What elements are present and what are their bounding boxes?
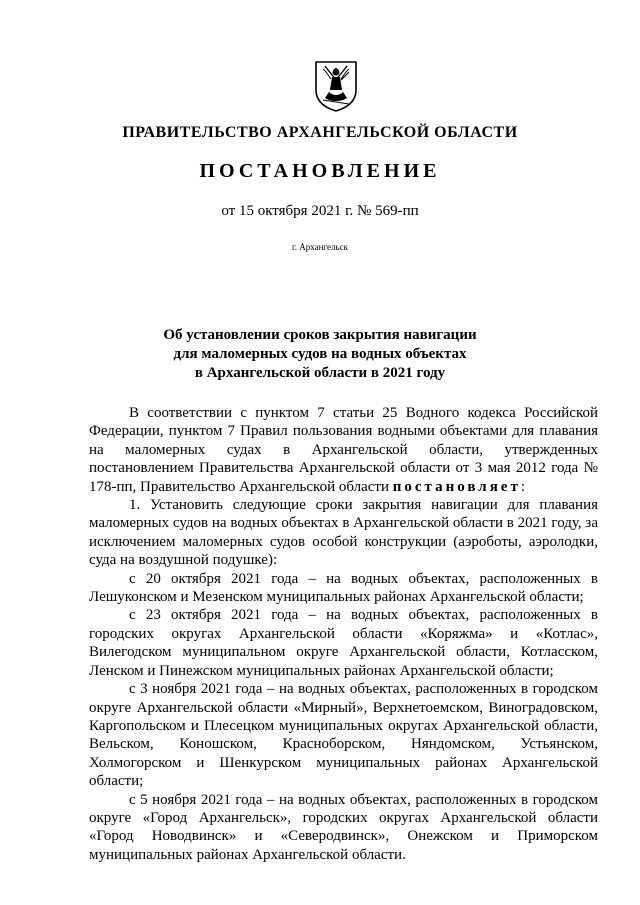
item-oct-20-paragraph: с 20 октября 2021 года – на водных объектах, расположенных в Лешуконском и Мезенском муниципальных районах Архангельской области; (89, 570, 598, 606)
item-nov-5-paragraph: с 5 ноября 2021 года – на водных объектах, расположенных в городском округе «Город Архангельск», городских округах Архангельской области «Город Новодвинск» и «Северодвинск», Онежском и Приморском муниципальных районах Архангельской области. (89, 791, 598, 863)
item-nov-3-paragraph: с 3 ноября 2021 года – на водных объектах, расположенных в городском округе Архангельской области «Мирный», Верхнетоемском, Виноградовском, Каргопольском и Плесецком муниципальных округах Архангельской области, Вельском, Коношском, Красноборском, Няндомском, Устьянском, Холмогорском и Шенкурском муниципальных районах Архангельской области; (89, 681, 598, 790)
decree-colon: : (520, 478, 526, 495)
document-city: г. Архангельск (292, 242, 348, 252)
preamble-paragraph (89, 404, 598, 496)
coat-of-arms-icon (313, 60, 359, 112)
document-type: ПОСТАНОВЛЕНИЕ (199, 160, 441, 182)
document-body (89, 404, 598, 864)
decree-word: постановляет (392, 478, 521, 495)
government-name: ПРАВИТЕЛЬСТВО АРХАНГЕЛЬСКОЙ ОБЛАСТИ (122, 124, 518, 141)
document-subject (0, 326, 640, 383)
subject-line-2: для маломерных судов на водных объектах (173, 346, 467, 362)
item-oct-23-paragraph: с 23 октября 2021 года – на водных объектах, расположенных в городских округах Архангельской области «Коряжма» и «Котлас», Вилегодском муниципальном округе Архангельской области, Котласском, Ленском и Пинежском муниципальных районах Архангельской области; (89, 607, 598, 679)
preamble-text: В соответствии с пунктом 7 статьи 25 Водного кодекса Российской Федерации, пунктом 7 Правил пользования водными объектами для плавания на маломерных судах в Архангельской области, утвержденных постановлением Правительства Архангельской области от 3 мая 2012 года № 178-пп, Правительство Архангельской области (89, 405, 598, 495)
subject-line-1: Об установлении сроков закрытия навигации (163, 327, 477, 343)
item-1-paragraph: 1. Установить следующие сроки закрытия навигации для плавания маломерных судов на водных объектах в Архангельской области в 2021 году, за исключением маломерных судов особой конструкции (аэроботы, аэролодки, суда на воздушной подушке): (89, 497, 598, 569)
document-date-number: от 15 октября 2021 г. № 569-пп (221, 203, 419, 219)
subject-line-3: в Архангельской области в 2021 году (194, 365, 446, 381)
